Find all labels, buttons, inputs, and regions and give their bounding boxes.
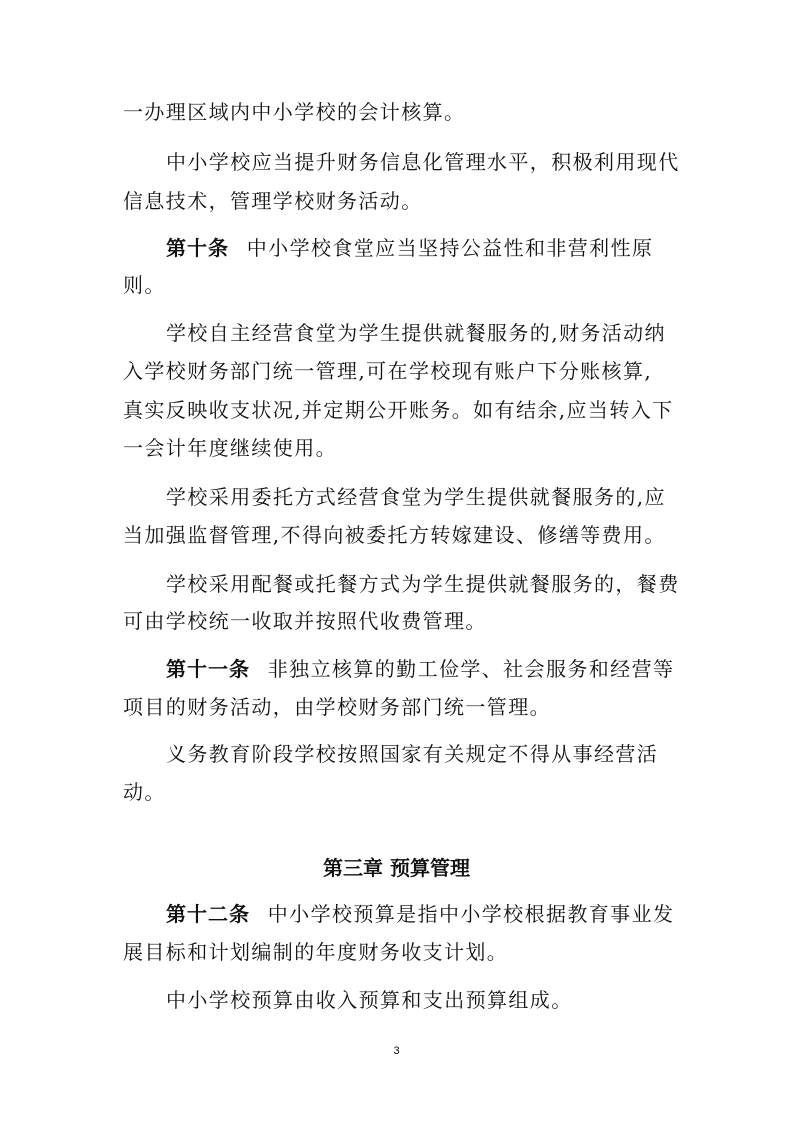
- paragraph-line: 真实反映收支状况,并定期公开账务。如有结余,应当转入下: [123, 398, 674, 422]
- paragraph-line: 动。: [123, 780, 166, 804]
- article-10-line: [166, 236, 653, 260]
- article-label: 第十二条: [166, 902, 250, 926]
- paragraph-line: 学校自主经营食堂为学生提供就餐服务的,财务活动纳: [166, 321, 666, 345]
- paragraph-line: 展目标和计划编制的年度财务收支计划。: [123, 940, 509, 964]
- article-label: 第十条: [166, 236, 229, 260]
- article-label: 第十一条: [166, 657, 250, 681]
- paragraph-text: 中小学校食堂应当坚持公益性和非营利性原: [246, 236, 654, 260]
- paragraph-line: 学校采用委托方式经营食堂为学生提供就餐服务的,应: [166, 485, 666, 509]
- paragraph-line: 可由学校统一收取并按照代收费管理。: [123, 609, 487, 633]
- chapter-heading: 第三章 预算管理: [323, 856, 470, 880]
- paragraph-line: 当加强监督管理,不得向被委托方转嫁建设、修缮等费用。: [123, 523, 666, 547]
- paragraph-line: 中小学校应当提升财务信息化管理水平，积极利用现代: [166, 150, 680, 174]
- article-12-line: [166, 902, 674, 926]
- paragraph-line: 学校采用配餐或托餐方式为学生提供就餐服务的，餐费: [166, 572, 680, 596]
- paragraph-line: 一办理区域内中小学校的会计核算。: [123, 100, 466, 124]
- paragraph-text: 中小学校预算是指中小学校根据教育事业发: [267, 902, 675, 926]
- paragraph-line: 则。: [123, 273, 166, 297]
- paragraph-line: 信息技术，管理学校财务活动。: [123, 189, 423, 213]
- paragraph-line: 义务教育阶段学校按照国家有关规定不得从事经营活: [166, 742, 659, 766]
- paragraph-line: 项目的财务活动，由学校财务部门统一管理。: [123, 695, 551, 719]
- article-11-line: [166, 657, 674, 681]
- paragraph-line: 中小学校预算由收入预算和支出预算组成。: [166, 988, 573, 1012]
- paragraph-line: 一会计年度继续使用。: [123, 436, 337, 460]
- paragraph-text: 非独立核算的勤工俭学、社会服务和经营等: [267, 657, 675, 681]
- paragraph-line: 入学校财务部门统一管理,可在学校现有账户下分账核算,: [123, 359, 653, 383]
- page-number: 3: [393, 1045, 400, 1057]
